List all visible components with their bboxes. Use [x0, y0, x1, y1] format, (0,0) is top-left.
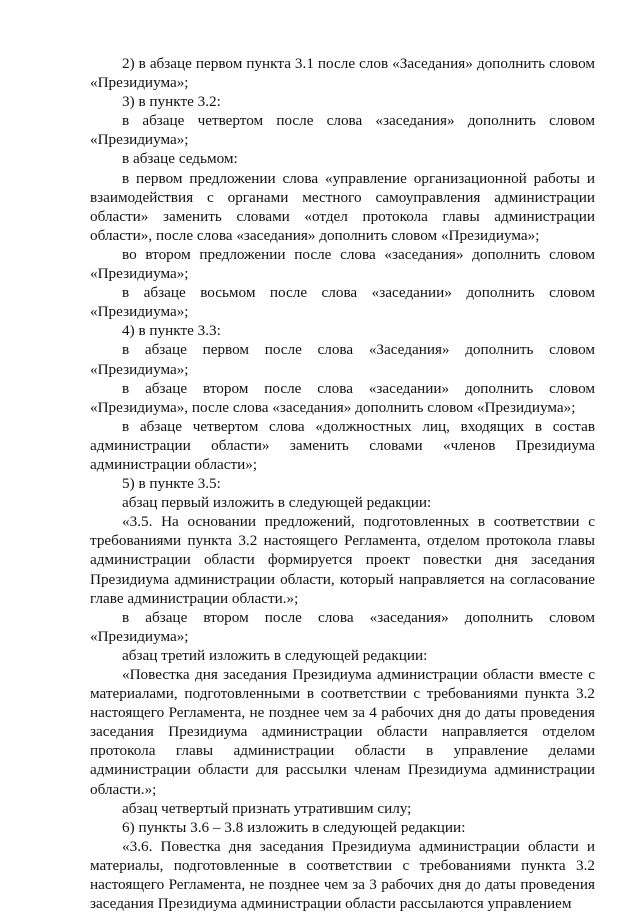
paragraph: в первом предложении слова «управление организационной работы и взаимодействия с органами местного самоуправления администрации области» заменить словами «отдел протокола главы администрации области», после слова «заседания» дополнить словом «Президиума»; [90, 169, 595, 244]
paragraph: в абзаце восьмом после слова «заседании» дополнить словом «Президиума»; [90, 284, 595, 321]
paragraph: 6) пункты 3.6 – 3.8 изложить в следующей редакции: [122, 818, 466, 836]
paragraph: 2) в абзаце первом пункта 3.1 после слов «Заседания» дополнить словом «Президиума»; [90, 55, 595, 92]
paragraph: абзац третий изложить в следующей редакции: [122, 646, 428, 664]
paragraph: «3.5. На основании предложений, подготовленных в соответствии с требованиями пункта 3.2 настоящего Регламента, отделом протокола главы администрации области формируется проект повестки дня заседания Президиума администрации области, который направляется на согласование главе администрации области.»; [90, 513, 595, 607]
paragraph: абзац первый изложить в следующей редакции: [122, 494, 432, 512]
paragraph: 4) в пункте 3.3: [122, 322, 221, 340]
paragraph: в абзаце седьмом: [122, 150, 238, 168]
paragraph: во втором предложении после слова «заседания» дополнить словом «Президиума»; [90, 245, 595, 283]
paragraph: «Повестка дня заседания Президиума администрации области вместе с материалами, подготовленными в соответствии с требованиями пункта 3.2 настоящего Регламента, не позднее чем за 4 рабочих дня до даты проведения заседания Президиума администрации области направляется отделом протокола главы администрации области в управление делами администрации области для рассылки членам Президиума администрации области.»; [90, 666, 595, 798]
paragraph: 5) в пункте 3.5: [122, 475, 221, 493]
paragraph: абзац четвертый признать утратившим силу; [122, 799, 412, 817]
paragraph: в абзаце втором после слова «заседании» дополнить словом «Президиума», после слова «заседания» дополнить словом «Президиума»; [90, 379, 595, 416]
document-body [90, 54, 595, 913]
paragraph: «3.6. Повестка дня заседания Президиума администрации области и материалы, подготовленные в соответствии с требованиями пункта 3.2 настоящего Регламента, не позднее чем за 3 рабочих дня до даты проведения заседания Президиума администрации области рассылаются управлением [90, 837, 595, 913]
paragraph: в абзаце четвертом слова «должностных лиц, входящих в состав администрации области» заменить словами «членов Президиума администрации области»; [90, 417, 595, 473]
paragraph: в абзаце четвертом после слова «заседания» дополнить словом «Президиума»; [90, 112, 595, 149]
paragraph: в абзаце втором после слова «заседания» дополнить словом «Президиума»; [90, 608, 595, 645]
paragraph: в абзаце первом после слова «Заседания» дополнить словом «Президиума»; [90, 341, 595, 378]
paragraph: 3) в пункте 3.2: [122, 93, 221, 111]
